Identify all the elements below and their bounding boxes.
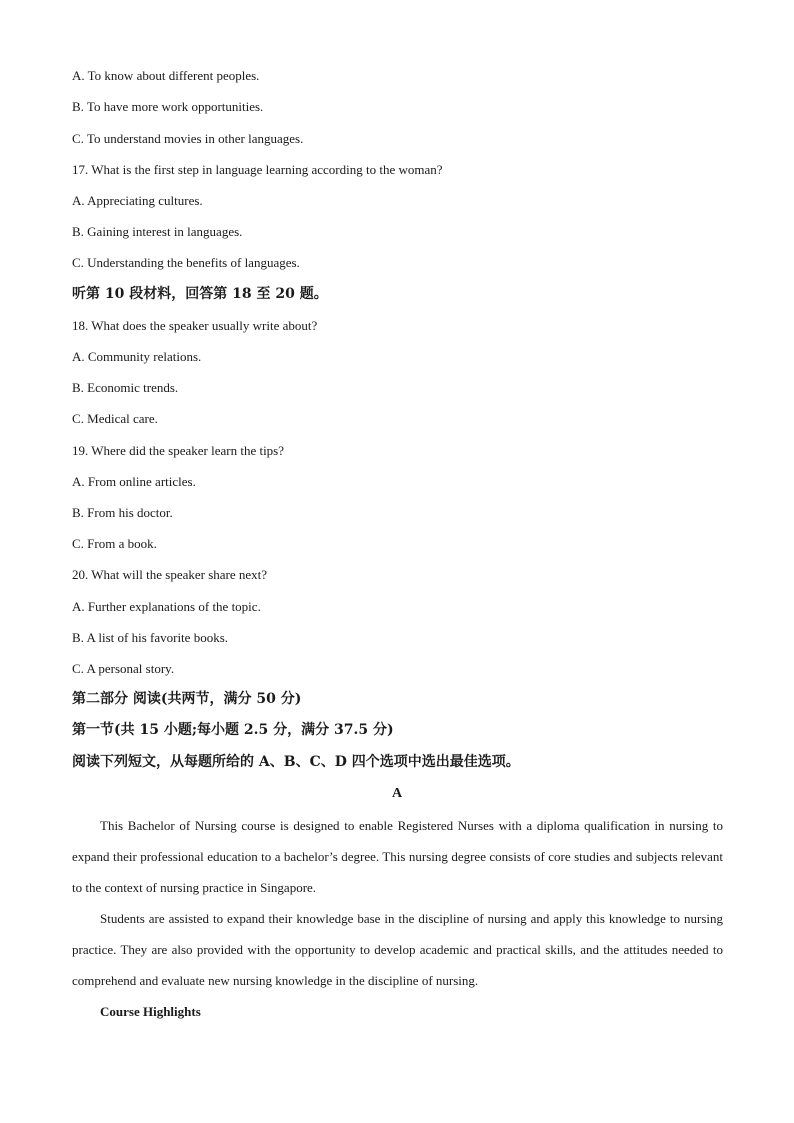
option-16c: C. To understand movies in other languages. (72, 131, 304, 146)
passage-paragraph-2: Students are assisted to expand their knowledge base in the discipline of nursing and apply this knowledge to nursing practice. They are also provided with the opportunity to develop academic and practical skills, and the attitudes needed to comprehend and evaluate new nursing knowledge in the discipline of nursing. (72, 911, 723, 988)
passage-paragraph-1: This Bachelor of Nursing course is designed to enable Registered Nurses with a diploma qualification in nursing to expand their professional education to a bachelor’s degree. This nursing degree consists of core studies and subjects relevant to the context of nursing practice in Singapore. (72, 818, 723, 895)
option-16b: B. To have more work opportunities. (72, 99, 264, 114)
question-20: 20. What will the speaker share next? (72, 567, 268, 582)
option-17b: B. Gaining interest in languages. (72, 224, 243, 239)
listening-instruction: 听第 10 段材料，回答第 18 至 20 题。 (72, 286, 328, 302)
question-17: 17. What is the first step in language learning according to the woman? (72, 162, 443, 177)
section-title: 第一节(共 15 小题;每小题 2.5 分，满分 37.5 分) (72, 722, 394, 738)
option-20a: A. Further explanations of the topic. (72, 599, 261, 614)
part-title: 第二部分 阅读(共两节，满分 50 分) (72, 691, 302, 707)
passage-label: A (391, 786, 403, 801)
question-18: 18. What does the speaker usually write about? (72, 318, 318, 333)
option-18b: B. Economic trends. (72, 380, 179, 395)
reading-instruction: 阅读下列短文，从每题所给的 A、B、C、D 四个选项中选出最佳选项。 (72, 754, 520, 770)
option-18a: A. Community relations. (72, 349, 202, 364)
question-19: 19. Where did the speaker learn the tips? (72, 443, 285, 458)
option-19b: B. From his doctor. (72, 505, 173, 520)
option-20c: C. A personal story. (72, 661, 175, 676)
option-18c: C. Medical care. (72, 411, 158, 426)
option-19c: C. From a book. (72, 536, 157, 551)
course-highlights-heading: Course Highlights (100, 1004, 201, 1019)
option-16a: A. To know about different peoples. (72, 68, 260, 83)
option-17c: C. Understanding the benefits of languages. (72, 255, 300, 270)
option-19a: A. From online articles. (72, 474, 196, 489)
option-17a: A. Appreciating cultures. (72, 193, 203, 208)
option-20b: B. A list of his favorite books. (72, 630, 228, 645)
